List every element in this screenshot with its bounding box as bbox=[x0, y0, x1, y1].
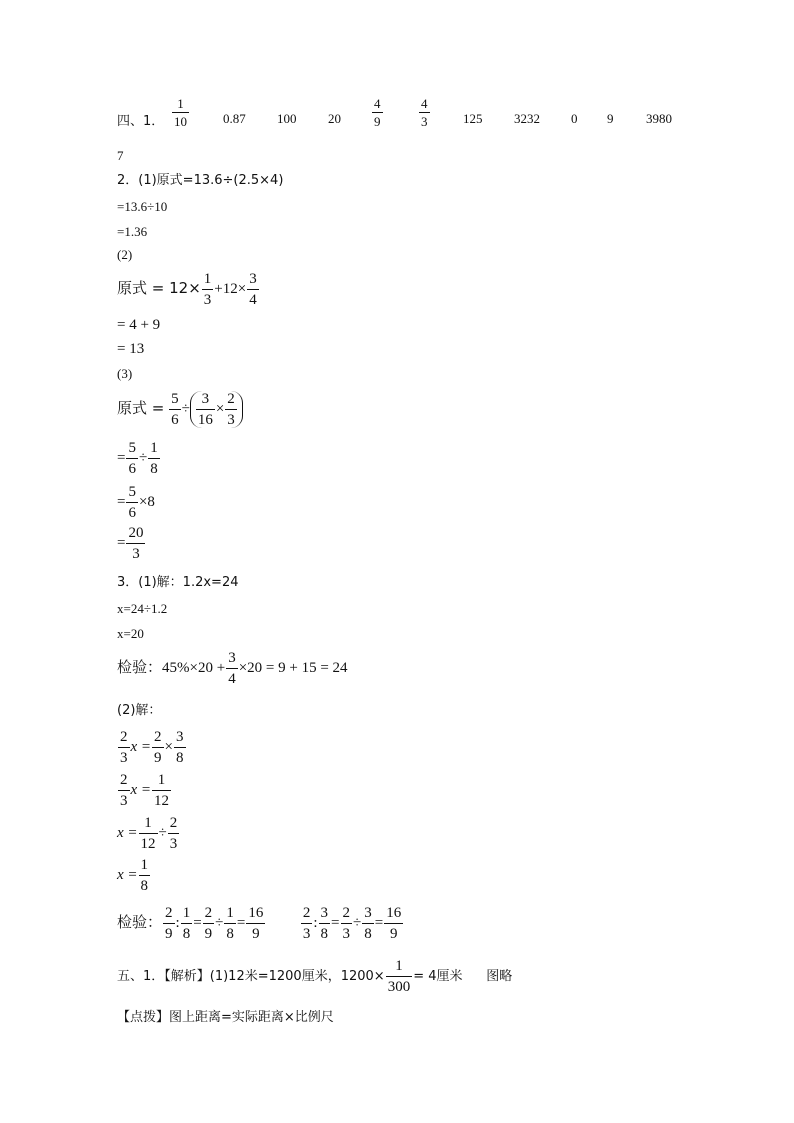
q2-part3-line2: = $\frac{5}{6}$ ÷ $\frac{1}{8}$ bbox=[117, 440, 158, 477]
answer-value: 100 bbox=[277, 111, 297, 126]
q2-part2-line2: = 4 + 9 bbox=[117, 317, 161, 333]
q2-part2-label: (2) bbox=[117, 247, 133, 262]
answer-value: 0.87 bbox=[223, 111, 246, 126]
q2-part1-line2: =13.6÷10 bbox=[117, 199, 168, 214]
answer-value: 9 bbox=[607, 111, 614, 126]
answer-fraction: $\frac{1}{10}$ bbox=[174, 96, 187, 130]
answer-value: 3232 bbox=[514, 111, 540, 126]
wrapped-answer: 7 bbox=[117, 148, 124, 163]
q3-part2-line1: $\frac{2}{3}$ x = $\frac{2}{9}$ × $\frac{3}{8}$ bbox=[120, 729, 184, 766]
answer-fraction: $\frac{4}{3}$ bbox=[421, 96, 428, 130]
s5-tip: 【点拨】图上距离=实际距离×比例尺 bbox=[117, 1010, 334, 1025]
q2-part1-line1: 2．(1)原式=13.6÷(2.5×4) bbox=[117, 173, 284, 188]
answer-fraction: $\frac{4}{9}$ bbox=[374, 96, 381, 130]
answer-value: 0 bbox=[571, 111, 578, 126]
q2-part1-line3: =1.36 bbox=[117, 224, 148, 239]
q3-check2-line: 检验： $\frac{2}{9}$ : $\frac{1}{8}$ = $\frac{2}{9}$ ÷ $\frac{1}{8}$ = $\frac{16}{9}$ $\frac{2}{3}$ : $\frac{3}{8}$ = $\frac{2}{3}$ ÷ $\frac{3}{8}$ = $\frac{16}{9}$ bbox=[117, 905, 402, 942]
q2-part3-line4: = $\frac{20}{3}$ bbox=[117, 525, 144, 562]
q3-part1-line2: x=24÷1.2 bbox=[117, 601, 168, 616]
s5-line1: 五、1．【解析】(1)12米=1200厘米，1200× $\frac{1}{300}$ = 4厘米 图略 bbox=[117, 958, 513, 995]
q1-label: 四、1． bbox=[117, 114, 165, 129]
q3-check-line: 检验：45%×20 + $\frac{3}{4}$ ×20 = 9 + 15 = 24 bbox=[117, 650, 348, 687]
answer-value: 20 bbox=[328, 111, 341, 126]
q3-part2-line2: $\frac{2}{3}$ x = $\frac{1}{12}$ bbox=[120, 772, 170, 809]
q2-part3-label: (3) bbox=[117, 366, 133, 381]
answer-value: 3980 bbox=[646, 111, 672, 126]
q3-part1-line1: 3．(1)解：1.2x=24 bbox=[117, 575, 239, 590]
answer-value: 125 bbox=[463, 111, 483, 126]
q2-part2-line3: = 13 bbox=[117, 341, 145, 357]
q3-part1-line3: x=20 bbox=[117, 626, 144, 641]
q3-part2-line3: x = $\frac{1}{12}$ ÷ $\frac{2}{3}$ bbox=[117, 815, 178, 852]
q3-part2-line4: x = $\frac{1}{8}$ bbox=[117, 857, 149, 894]
q2-part3-line1: 原式 = $\frac{5}{6}$ ÷ $\frac{3}{16}$ × $\frac{2}{3}$ bbox=[117, 391, 243, 428]
q2-part2-line1: 原式 = 12× $\frac{1}{3}$ +12× $\frac{3}{4}$ bbox=[117, 271, 257, 308]
q2-part3-line3: = $\frac{5}{6}$ ×8 bbox=[117, 484, 155, 521]
q3-part2-label: (2)解： bbox=[117, 703, 162, 718]
